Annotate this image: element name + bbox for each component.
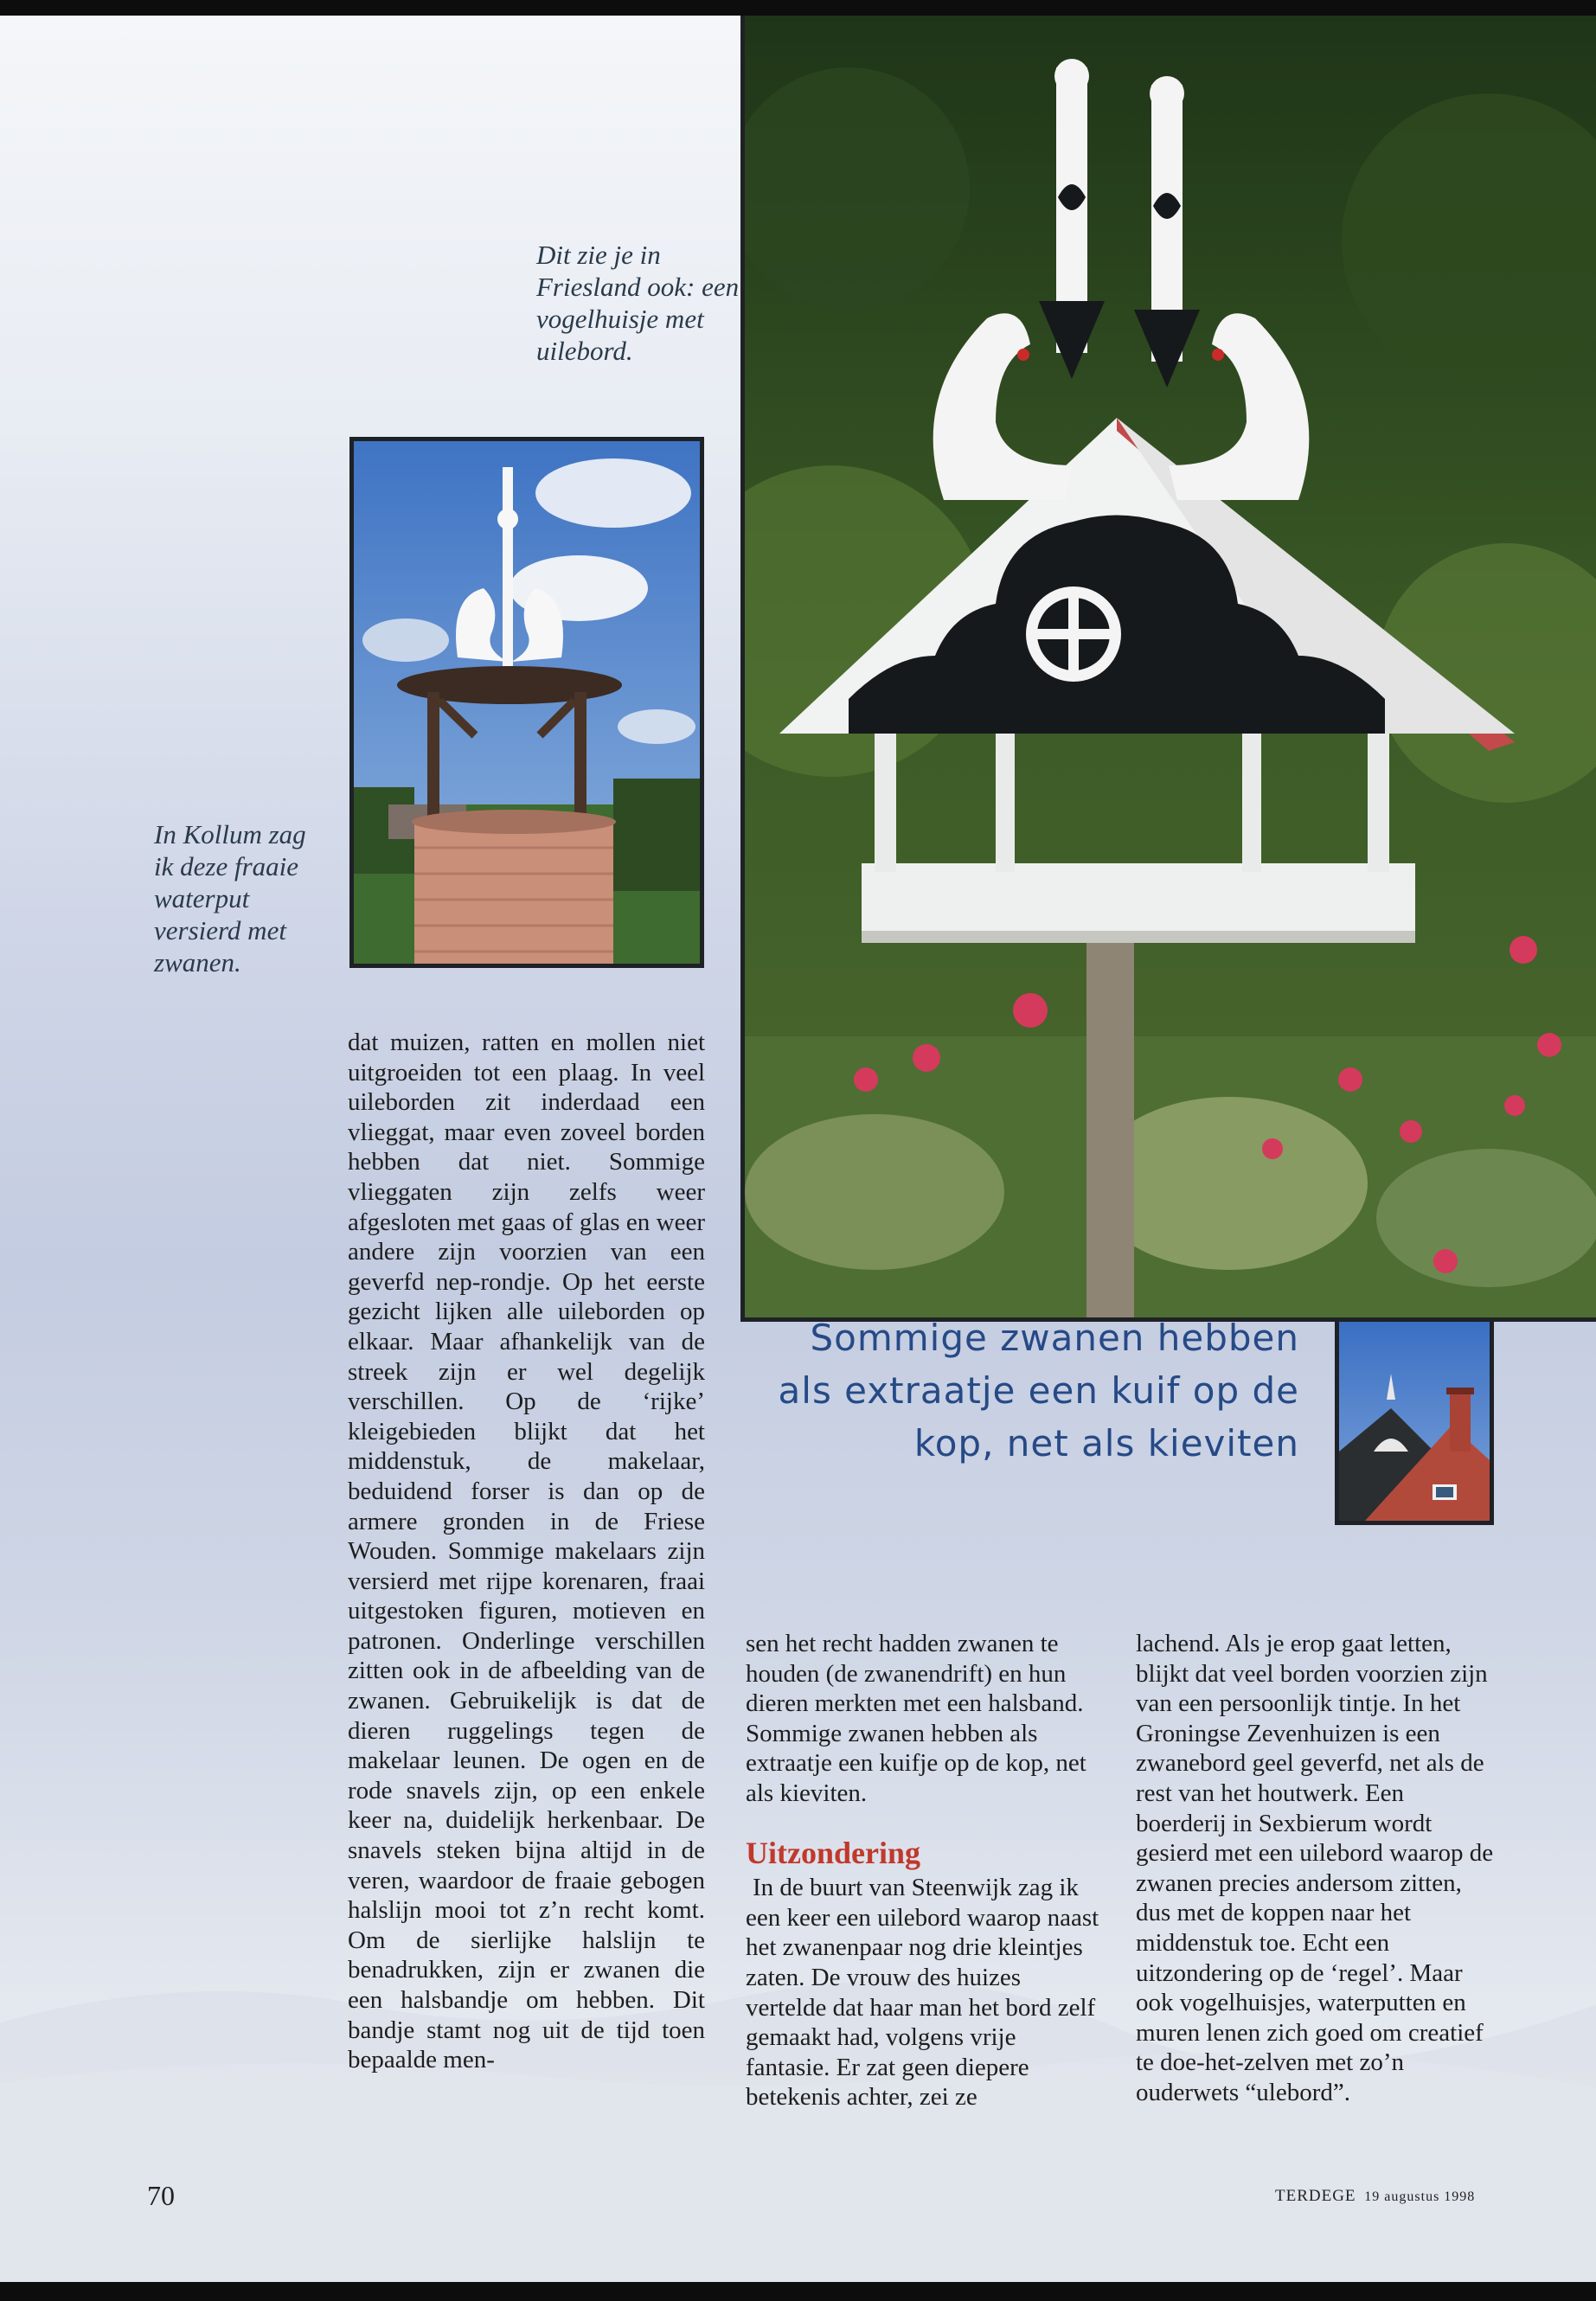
magazine-name: TERDEGE — [1275, 2187, 1356, 2205]
issue-date: 19 augustus 1998 — [1364, 2189, 1476, 2204]
caption-kollum: In Kollum zag ik deze fraaie waterput versierd met zwanen. — [154, 819, 306, 977]
photo-kollum-waterput — [349, 437, 704, 968]
article-column-1: dat muizen, ratten en mollen niet uitgroeiden tot een plaag. In veel uileborden zit inderdaad een vlieggat, maar even zoveel borden hebben dat niet. Sommige vlieggaten zijn zelfs weer afgesloten met gaas of glas en weer andere zijn voorzien van een geverfd nep-rondje. Op het eerste gezicht lijken alle uileborden op elkaar. Maar afhankelijk van de streek zijn er wel degelijk verschillen. Op de ‘rijke’ kleigebieden blijkt dat het middenstuk, de makelaar, beduidend forser is dan op de armere gronden in de Friese Wouden. Sommige makelaars zijn versierd met rijpe korenaren, fraai uitgestoken figuren, motieven en patronen. Onderlinge verschillen zitten ook in de afbeelding van de zwanen. Gebruikelijk is dat de dieren ruggelings tegen de makelaar leunen. De ogen en de rode snavels zijn, op een enkele keer na, duidelijk herkenbaar. De snavels steken bijna altijd in de veren, waardoor de fraaie gebogen halslijn mooi tot z’n recht komt. Om de sierlijke halslijn te benadrukken, zijn er zwanen die een halsbandje om hebben. Dit bandje stamt nog uit de tijd toen bepaalde men- — [348, 1029, 705, 2074]
footer-magazine-info — [1275, 2187, 1475, 2206]
photo-vogelhuisje — [740, 16, 1596, 1322]
pull-quote: Sommige zwanen hebben als extraatje een kuif op de kop, net als kieviten — [778, 1317, 1299, 1465]
article-column-2 — [746, 1629, 1103, 2112]
article-column-3: lachend. Als je erop gaat letten, blijkt dat veel borden voorzien zijn van een persoonlijk tintje. In het Groningse Zevenhuizen is een zwanebord geel geverfd, net als de rest van het houtwerk. Een boerderij in Sexbierum wordt gesierd met een uilebord waarop de zwanen precies andersom zitten, dus met de koppen naar het middenstuk toe. Echt een uitzondering op de ‘regel’. Maar ook vogelhuisjes, waterputten en muren lenen zich goed om creatief te doe-het-zelven met zo’n ouderwets “ulebord”. — [1136, 1630, 1494, 2106]
column-2-paragraph-2: In de buurt van Steenwijk zag ik een keer een uilebord waarop naast het zwanenpaar nog drie kleintjes zaten. De vrouw des huizes vertelde dat haar man het bord zelf gemaakt had, volgens vrije fantasie. Er zat geen diepere betekenis achter, zei ze — [746, 1874, 1099, 2112]
caption-friesland: Dit zie je in Friesland ook: een vogelhuisje met uilebord. — [536, 240, 740, 366]
column-2-paragraph-1: sen het recht hadden zwanen te houden (de zwanendrift) en hun dieren merkten met een halsband. Sommige zwanen hebben als extraatje een kuifje op de kop, net als kieviten. — [746, 1630, 1086, 1807]
page-number: 70 — [147, 2180, 175, 2211]
magazine-page — [0, 16, 1596, 2282]
photo-gable-chimney — [1335, 1317, 1494, 1525]
section-heading-uitzondering: Uitzondering — [746, 1835, 920, 1870]
